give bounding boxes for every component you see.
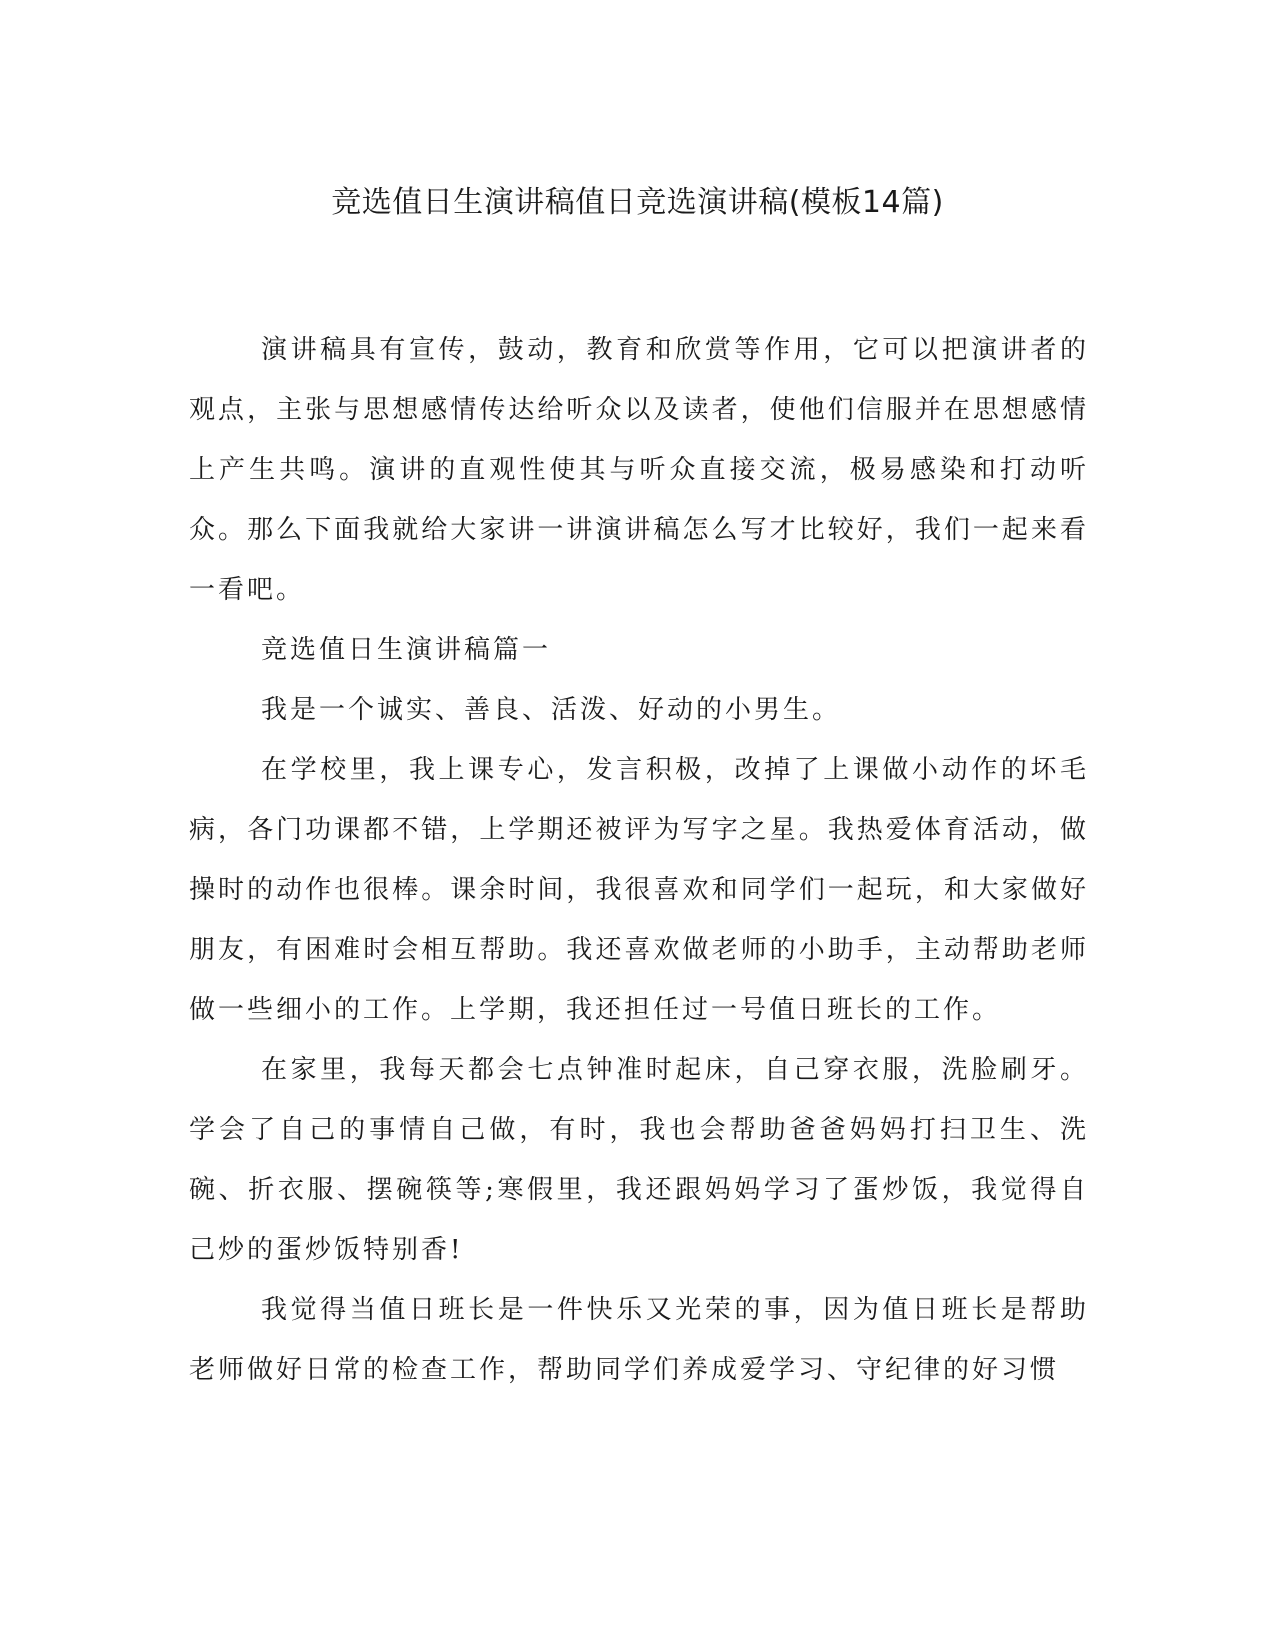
document-title: 竞选值日生演讲稿值日竞选演讲稿(模板14篇) — [331, 185, 944, 220]
paragraph-school: 在学校里，我上课专心，发言积极，改掉了上课做小动作的坏毛病，各门功课都不错，上学期还被评为写字之星。我热爱体育活动，做操时的动作也很棒。课余时间，我很喜欢和同学们一起玩，和大家做好朋友，有困难时会相互帮助。我还喜欢做老师的小助手，主动帮助老师做一些细小的工作。上学期，我还担任过一号值日班长的工作。 — [189, 755, 1089, 1025]
paragraph-self-intro: 我是一个诚实、善良、活泼、好动的小男生。 — [261, 695, 842, 725]
paragraph-home: 在家里，我每天都会七点钟准时起床，自己穿衣服，洗脸刷牙。学会了自己的事情自己做，有时，我也会帮助爸爸妈妈打扫卫生、洗碗、折衣服、摆碗筷等;寒假里，我还跟妈妈学习了蛋炒饭，我觉得自己炒的蛋炒饭特别香! — [189, 1055, 1089, 1265]
section-heading: 竞选值日生演讲稿篇一 — [261, 635, 552, 665]
paragraph-duty: 我觉得当值日班长是一件快乐又光荣的事，因为值日班长是帮助老师做好日常的检查工作，帮助同学们养成爱学习、守纪律的好习惯 — [189, 1295, 1089, 1385]
paragraph-intro: 演讲稿具有宣传，鼓动，教育和欣赏等作用，它可以把演讲者的观点，主张与思想感情传达给听众以及读者，使他们信服并在思想感情上产生共鸣。演讲的直观性使其与听众直接交流，极易感染和打动听众。那么下面我就给大家讲一讲演讲稿怎么写才比较好，我们一起来看一看吧。 — [189, 335, 1089, 605]
document-body — [189, 320, 1089, 1400]
